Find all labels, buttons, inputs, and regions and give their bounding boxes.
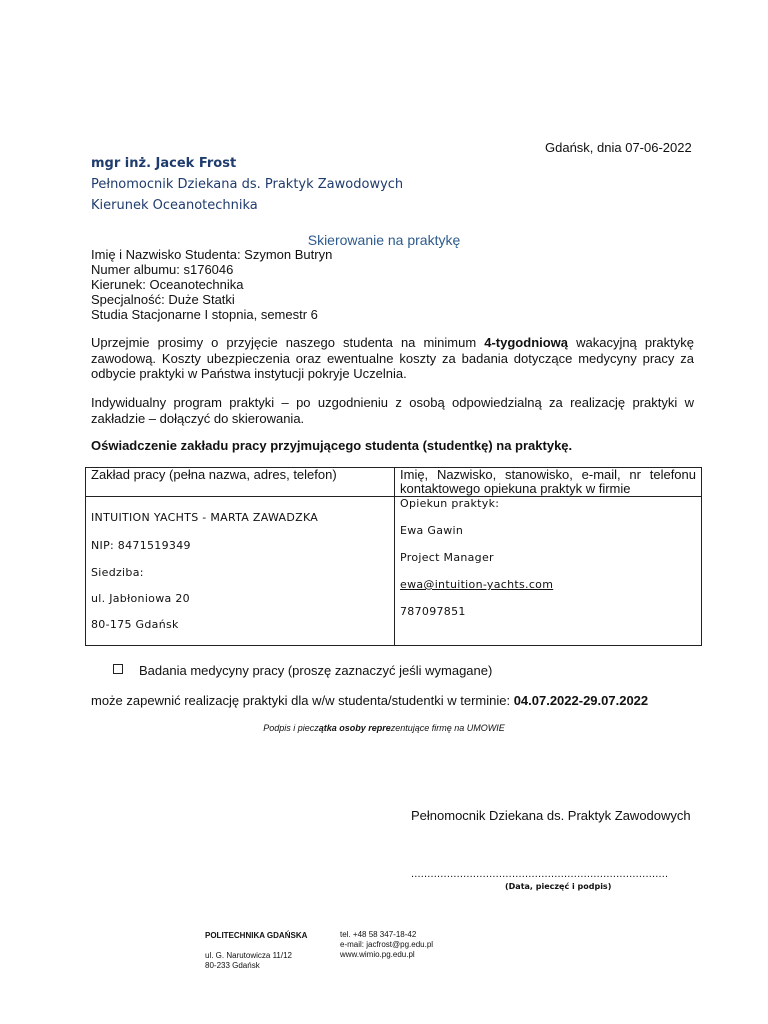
document-title: Skierowanie na praktykę — [307, 232, 461, 248]
sender-role: Pełnomocnik Dziekana ds. Praktyk Zawodowych — [91, 177, 404, 192]
signature-note-part1: Podpis i piecz — [263, 723, 319, 733]
request-text-end: wakacyjną praktykę zawodową. Koszty ubezpieczenia oraz ewentualne koszty za badania dotyczące medycyny pracy za odbycie praktyki w Państwa instytucji pokryje Uczelnia. — [91, 335, 694, 381]
internship-term — [91, 693, 648, 708]
medical-checkbox[interactable] — [113, 664, 123, 674]
company-nip: NIP: 8471519349 — [91, 539, 191, 552]
declaration-heading: Oświadczenie zakładu pracy przyjmującego studenta (studentkę) na praktykę. — [91, 438, 573, 453]
signature-note — [0, 723, 768, 733]
program-paragraph: Indywidualny program praktyki – po uzgodnieniu z osobą odpowiedzialną za realizację praktyki w zakładzie – dołączyć do skierowania. — [91, 395, 694, 426]
workplace-header: Zakład pracy (pełna nazwa, adres, telefon) — [86, 468, 395, 497]
sender-department: Kierunek Oceanotechnika — [91, 198, 258, 213]
request-text-start: Uprzejmie prosimy o przyjęcie naszego studenta na minimum — [91, 335, 485, 350]
proxy-title: Pełnomocnik Dziekana ds. Praktyk Zawodowych — [411, 808, 691, 823]
signature-note-part2: ątka osoby repre — [318, 723, 391, 733]
request-paragraph — [91, 335, 694, 382]
company-street: ul. Jabłoniowa 20 — [91, 592, 190, 605]
student-name: Imię i Nazwisko Studenta: Szymon Butryn — [91, 247, 333, 262]
supervisor-phone: 787097851 — [400, 605, 466, 618]
student-studies: Studia Stacjonarne I stopnia, semestr 6 — [91, 307, 318, 322]
supervisor-name: Ewa Gawin — [400, 524, 464, 537]
footer-email[interactable]: e-mail: jacfrost@pg.edu.pl — [340, 940, 434, 949]
company-seat-label: Siedziba: — [91, 566, 144, 579]
supervisor-position: Project Manager — [400, 551, 494, 564]
footer-tel: tel. +48 58 347-18-42 — [340, 930, 417, 939]
footer-address — [205, 951, 292, 971]
student-album: Numer albumu: s176046 — [91, 262, 234, 277]
request-duration: 4-tygodniową — [484, 335, 569, 350]
signature-note-part3: zentujące firmę na UMOWIE — [390, 723, 505, 733]
letter-date: Gdańsk, dnia 07-06-2022 — [545, 140, 692, 155]
workplace-cell — [86, 497, 395, 646]
company-name: INTUITION YACHTS - MARTA ZAWADZKA — [91, 511, 319, 524]
company-city: 80-175 Gdańsk — [91, 618, 179, 631]
medical-check-label: Badania medycyny pracy (proszę zaznaczyć jeśli wymagane) — [139, 663, 493, 678]
supervisor-label: Opiekun praktyk: — [400, 497, 500, 510]
footer-web[interactable]: www.wimio.pg.edu.pl — [340, 950, 415, 959]
supervisor-cell — [395, 497, 702, 646]
supervisor-email[interactable]: ewa@intuition-yachts.com — [400, 578, 554, 591]
term-text: może zapewnić realizację praktyki dla w/w studenta/studentki w terminie: — [91, 693, 514, 708]
medical-check-row — [113, 663, 492, 678]
footer-street: ul. G. Narutowicza 11/12 — [205, 951, 293, 960]
signature-line: ............................................................................... — [411, 868, 669, 880]
student-specialization: Specjalność: Duże Statki — [91, 292, 235, 307]
footer-city: 80-233 Gdańsk — [205, 961, 260, 970]
signature-label: (Data, pieczęć i podpis) — [505, 882, 612, 891]
workplace-table — [85, 467, 702, 646]
supervisor-header: Imię, Nazwisko, stanowisko, e-mail, nr telefonu kontaktowego opiekuna praktyk w firmie — [395, 468, 702, 497]
student-field: Kierunek: Oceanotechnika — [91, 277, 244, 292]
term-dates: 04.07.2022-29.07.2022 — [513, 693, 649, 708]
sender-name: mgr inż. Jacek Frost — [91, 156, 237, 171]
footer-contact — [340, 930, 433, 960]
footer-university: POLITECHNIKA GDAŃSKA — [205, 931, 308, 940]
